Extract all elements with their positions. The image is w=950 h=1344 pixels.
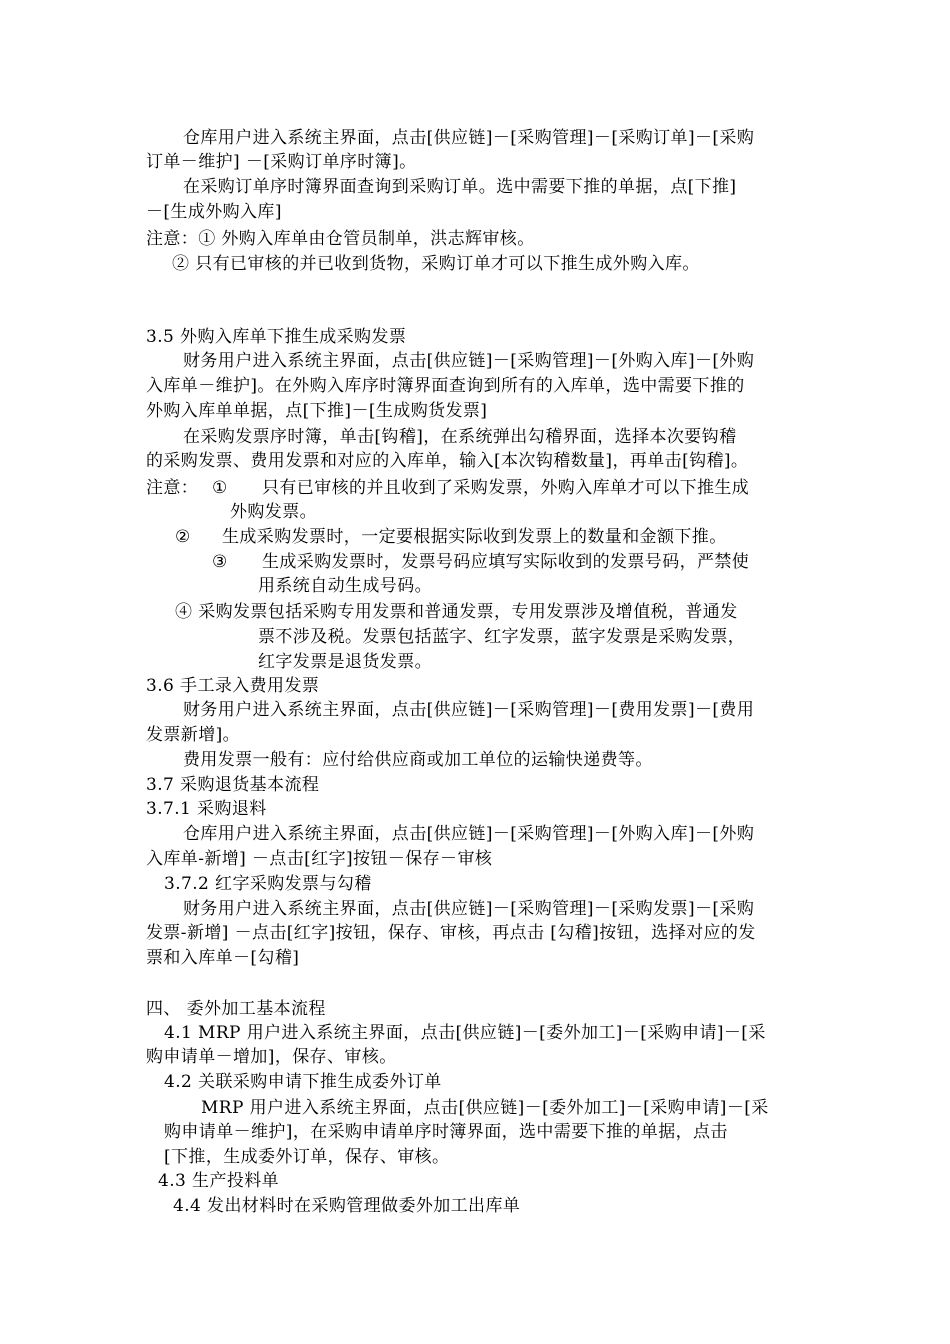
paragraph-line: 购申请单－增加]，保存、审核。	[146, 1047, 397, 1067]
note-label: 注意：	[146, 478, 199, 498]
section-heading: 4.2 关联采购申请下推生成委外订单	[164, 1072, 442, 1092]
note-line: 用系统自动生成号码。	[258, 576, 432, 596]
paragraph-line: －[生成外购入库]	[146, 202, 282, 222]
paragraph-line: 票和入库单－[勾稽]	[146, 948, 300, 968]
paragraph-line: 费用发票一般有：应付给供应商或加工单位的运输快递费等。	[183, 750, 653, 770]
paragraph-line: 购申请单－维护]，在采购申请单序时簿界面，选中需要下推的单据，点击	[164, 1122, 728, 1142]
paragraph-line: 4.1 MRP 用户进入系统主界面，点击[供应链]－[委外加工]－[采购申请]－[采	[164, 1023, 766, 1043]
section-heading: 3.5 外购入库单下推生成采购发票	[146, 327, 407, 347]
paragraph-line: 发票新增]。	[146, 725, 241, 745]
chapter-heading: 四、 委外加工基本流程	[146, 999, 326, 1019]
paragraph-line: 的采购发票、费用发票和对应的入库单，输入[本次钩稽数量]，再单击[钩稽]。	[146, 451, 749, 471]
note-line: 外购发票。	[230, 502, 317, 522]
paragraph-line: [下推，生成委外订单，保存、审核。	[164, 1147, 450, 1167]
note-line: 只有已审核的并且收到了采购发票，外购入库单才可以下推生成	[262, 478, 750, 498]
note-number: ①	[212, 478, 228, 498]
note-line: 注意：① 外购入库单由仓管员制单，洪志辉审核。	[146, 229, 535, 249]
subsection-heading: 3.7.1 采购退料	[146, 799, 267, 819]
note-line: 生成采购发票时，一定要根据实际收到发票上的数量和金额下推。	[222, 527, 727, 547]
paragraph-line: 财务用户进入系统主界面，点击[供应链]－[采购管理]－[采购发票]－[采购	[183, 899, 755, 919]
paragraph-line: 财务用户进入系统主界面，点击[供应链]－[采购管理]－[费用发票]－[费用	[183, 700, 755, 720]
paragraph-line: 在采购订单序时簿界面查询到采购订单。选中需要下推的单据，点[下推]	[183, 177, 737, 197]
note-line: 红字发票是退货发票。	[258, 652, 432, 672]
note-line: 票不涉及税。发票包括蓝字、红字发票，蓝字发票是采购发票，	[258, 627, 746, 647]
paragraph-line: 外购入库单单据，点[下推]－[生成购货发票]	[146, 401, 488, 421]
paragraph-line: 在采购发票序时簿，单击[钩稽]，在系统弹出勾稽界面，选择本次要钩稽	[183, 427, 737, 447]
paragraph-line: 财务用户进入系统主界面，点击[供应链]－[采购管理]－[外购入库]－[外购	[183, 351, 755, 371]
paragraph-line: 入库单－维护]。在外购入库序时簿界面查询到所有的入库单，选中需要下推的	[146, 376, 745, 396]
note-number: ②	[175, 527, 191, 547]
section-heading: 3.6 手工录入费用发票	[146, 676, 320, 696]
paragraph-line: MRP 用户进入系统主界面，点击[供应链]－[委外加工]－[采购申请]－[采	[201, 1098, 769, 1118]
paragraph-line: 入库单-新增] －点击[红字]按钮－保存－审核	[146, 849, 493, 869]
note-line: ④ 采购发票包括采购专用发票和普通发票，专用发票涉及增值税，普通发	[175, 602, 738, 622]
paragraph-line: 仓库用户进入系统主界面，点击[供应链]－[采购管理]－[外购入库]－[外购	[183, 824, 755, 844]
section-heading: 4.3 生产投料单	[158, 1171, 280, 1191]
note-line: 生成采购发票时，发票号码应填写实际收到的发票号码，严禁使	[262, 552, 750, 572]
paragraph-line: 仓库用户进入系统主界面，点击[供应链]－[采购管理]－[采购订单]－[采购	[183, 128, 755, 148]
section-heading: 4.4 发出材料时在采购管理做委外加工出库单	[173, 1196, 521, 1216]
paragraph-line: 发票-新增] －点击[红字]按钮，保存、审核，再点击 [勾稽]按钮，选择对应的发	[146, 923, 756, 943]
note-line: ② 只有已审核的并已收到货物，采购订单才可以下推生成外购入库。	[172, 254, 700, 274]
paragraph-line: 订单－维护] －[采购订单序时簿]。	[146, 152, 417, 172]
subsection-heading: 3.7.2 红字采购发票与勾稽	[164, 874, 372, 894]
section-heading: 3.7 采购退货基本流程	[146, 775, 320, 795]
note-number: ③	[212, 552, 228, 572]
